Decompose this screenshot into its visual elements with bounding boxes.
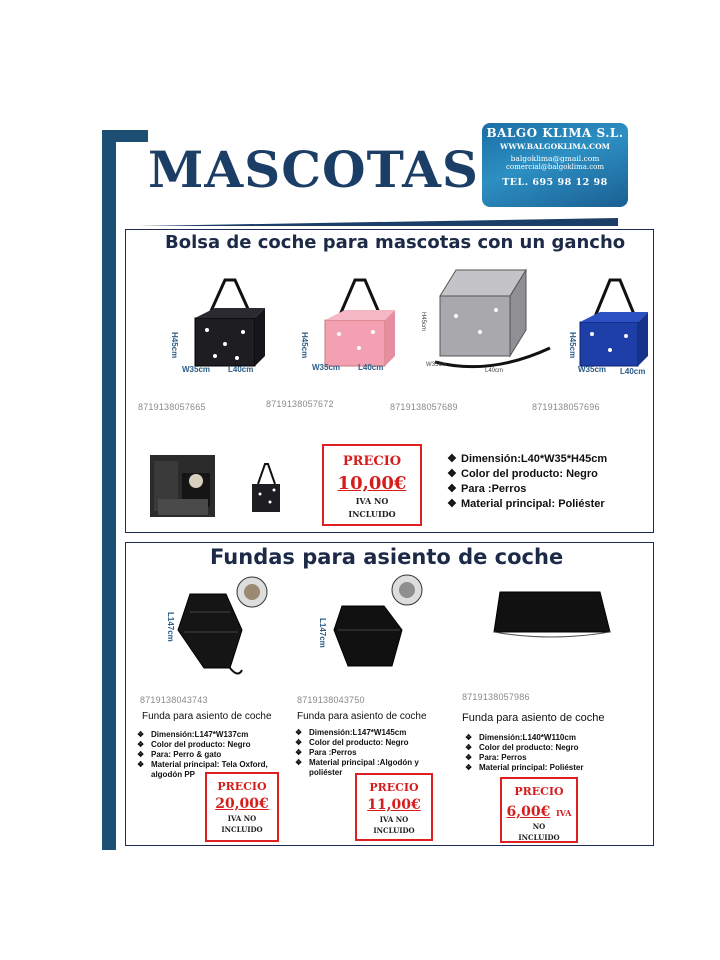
bullet-icon: ❖ — [137, 760, 145, 769]
spec-row: ❖ Color del producto: Negro — [447, 468, 598, 480]
price-vat-suffix: IVA — [555, 808, 572, 818]
spec-row: ❖ Material principal: Poliéster — [447, 498, 605, 510]
cover1-dim-label: L147cm — [166, 612, 175, 642]
price-value-row — [502, 801, 576, 820]
price-vat-note-2: INCLUIDO — [518, 833, 560, 842]
car-seat-dog-photo — [150, 455, 215, 517]
cover2-dim-label: L147cm — [318, 618, 327, 648]
section1-title: Bolsa de coche para mascotas con un gancho — [165, 232, 626, 253]
bullet-icon: ❖ — [295, 748, 303, 757]
spec-row: ❖ Dimensión:L40*W35*H45cm — [447, 453, 608, 465]
bag2-height-label: H45cm — [300, 332, 309, 359]
price-label: PRECIO — [514, 785, 564, 798]
spec-row: ❖ Color del producto: Negro — [465, 743, 579, 752]
bag4-width-label: W35cm — [578, 365, 607, 374]
price-vat-note: NO — [532, 822, 546, 831]
price-vat-note-2: INCLUIDO — [348, 509, 396, 519]
pet-bag-pink-image — [325, 280, 395, 366]
logo-email-1: balgoklima@gmail.com — [510, 154, 600, 163]
seat-cover-2-image — [334, 575, 422, 666]
bag3-length-label: L40cm — [485, 368, 504, 374]
spec-row: ❖ Color del producto: Negro — [295, 738, 409, 747]
small-black-bag-image — [248, 462, 284, 514]
pet-bag-images — [130, 262, 650, 392]
top-bracket-bar — [102, 130, 148, 142]
spec-row: algodón PP — [151, 770, 195, 779]
bullet-icon: ❖ — [465, 763, 473, 772]
pet-bag-black-image — [195, 280, 265, 366]
bag4-height-label: H45cm — [568, 332, 577, 359]
ean-cover-1: 8719138043743 — [140, 695, 208, 705]
bullet-icon: ❖ — [137, 730, 145, 739]
bullet-icon: ❖ — [465, 753, 473, 762]
bag3-height-label: H45cm — [420, 312, 426, 332]
bullet-icon: ❖ — [465, 733, 473, 742]
bag1-height-label: H45cm — [170, 332, 179, 359]
bag1-length-label: L40cm — [228, 365, 254, 374]
spec-row: poliéster — [309, 768, 343, 777]
ean-cover-2: 8719138043750 — [297, 695, 365, 705]
price-label: PRECIO — [369, 781, 419, 794]
ean-bag-1: 8719138057665 — [138, 402, 206, 412]
logo-email-2: comercial@balgoklima.com — [506, 163, 604, 171]
company-logo — [482, 123, 628, 207]
price-vat-note: IVA NO — [227, 814, 257, 823]
spec-row: ❖ Material principal :Algodón y — [295, 758, 419, 767]
bullet-icon: ❖ — [295, 758, 303, 767]
price-vat-note: IVA NO — [355, 496, 389, 506]
bullet-icon: ❖ — [465, 743, 473, 752]
price-value: 6,00€ — [506, 804, 551, 820]
ean-bag-2: 8719138057672 — [266, 399, 334, 409]
cover-1-caption: Funda para asiento de coche — [142, 711, 272, 722]
bullet-icon: ❖ — [295, 738, 303, 747]
ean-bag-3: 8719138057689 — [390, 402, 458, 412]
price-value: 11,00€ — [367, 797, 421, 813]
cover-3-specs — [465, 733, 583, 773]
bag2-width-label: W35cm — [312, 363, 341, 372]
cover-3-caption: Funda para asiento de coche — [462, 712, 605, 724]
bullet-icon: ❖ — [295, 728, 303, 737]
pet-bag-grey-image — [435, 270, 550, 367]
logo-web: WWW.BALGOKLIMA.COM — [500, 142, 610, 151]
price-label: PRECIO — [342, 454, 402, 469]
cover-2-specs — [295, 728, 419, 778]
cover-2-caption: Funda para asiento de coche — [297, 711, 427, 722]
logo-phone: TEL. 695 98 12 98 — [502, 177, 608, 188]
left-bracket-bar — [102, 130, 116, 850]
bullet-icon: ❖ — [137, 740, 145, 749]
price-vat-note-2: INCLUIDO — [221, 825, 263, 834]
bullet-icon: ❖ — [447, 468, 457, 480]
spec-row: ❖ Para :Perros — [295, 748, 357, 757]
price-vat-note: IVA NO — [379, 815, 409, 824]
spec-row: ❖ Material principal: Tela Oxford, — [137, 760, 268, 769]
seat-cover-3-image — [494, 592, 610, 637]
price-value: 20,00€ — [215, 796, 269, 812]
price-value: 10,00€ — [337, 473, 407, 494]
spec-row: ❖ Para :Perros — [447, 483, 527, 495]
seat-cover-images — [130, 572, 650, 682]
price-box-bag — [322, 444, 422, 526]
bullet-icon: ❖ — [447, 453, 457, 465]
price-box-cover-1 — [205, 772, 279, 842]
bullet-icon: ❖ — [447, 483, 457, 495]
spec-row: ❖ Dimensión:L147*W145cm — [295, 728, 407, 737]
bag-specs — [447, 452, 607, 512]
pet-bag-blue-image — [580, 280, 648, 366]
spec-row: ❖ Dimensión:L140*W110cm — [465, 733, 576, 742]
spec-row: ❖ Para: Perros — [465, 753, 527, 762]
ean-cover-3: 8719138057986 — [462, 692, 530, 702]
seat-cover-1-image — [178, 577, 267, 674]
price-box-cover-2 — [355, 773, 433, 841]
bag2-length-label: L40cm — [358, 363, 384, 372]
ean-bag-4: 8719138057696 — [532, 402, 600, 412]
bag4-length-label: L40cm — [620, 367, 646, 376]
title-underline — [138, 218, 618, 226]
spec-row: ❖ Dimensión:L147*W137cm — [137, 730, 249, 739]
logo-company: BALGO KLIMA S.L. — [486, 126, 624, 140]
bag3-width-label: W35cm — [426, 362, 447, 368]
spec-row: ❖ Color del producto: Negro — [137, 740, 251, 749]
section2-title: Fundas para asiento de coche — [210, 545, 564, 569]
price-box-cover-3 — [500, 777, 578, 843]
price-label: PRECIO — [217, 780, 267, 793]
bag1-width-label: W35cm — [182, 365, 211, 374]
price-vat-note-2: INCLUIDO — [373, 826, 415, 835]
bullet-icon: ❖ — [137, 750, 145, 759]
bullet-icon: ❖ — [447, 498, 457, 510]
spec-row: ❖ Para: Perro & gato — [137, 750, 222, 759]
page-title: MASCOTAS — [148, 140, 479, 199]
spec-row: ❖ Material principal: Poliéster — [465, 763, 584, 772]
